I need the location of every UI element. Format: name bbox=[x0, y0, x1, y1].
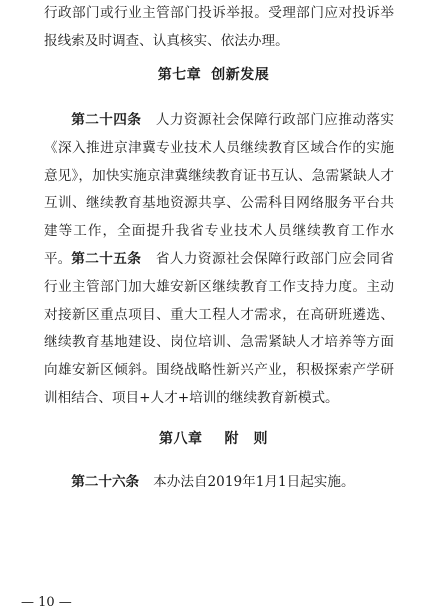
paragraph-continuation bbox=[44, 0, 394, 56]
article-24-text: 人力资源社会保障行政部门应推动落实《深入推进京津冀专业技术人员继续教育区域合作的实施意见》，加快实施京津冀继续教育证书互认、急需紧缺人才互训、继续教育基地资源共享、公需科目网络服务平台共建等工作，全面提升我省专业技术人员继续教育工作水平。 bbox=[44, 112, 395, 267]
article-26-label: 第二十六条 bbox=[71, 474, 140, 490]
chapter-7-title: 创新发展 bbox=[211, 67, 270, 83]
article-26 bbox=[44, 469, 394, 497]
article-25-text: 省人力资源社会保障行政部门应会同省行业主管部门加大雄安新区继续教育工作支持力度。主动对接新区重点项目、重大工程人才需求，在高研班遴选、继续教育基地建设、岗位培训、急需紧缺人才培养等方面向雄安新区倾斜。围绕战略性新兴产业，积极探索产学研训相结合、项目+人才+培训的继续教育新模式。 bbox=[44, 251, 395, 406]
article-25 bbox=[44, 246, 394, 413]
chapter-7-heading bbox=[0, 64, 427, 84]
paragraph-text: 行政部门或行业主管部门投诉举报。受理部门应对投诉举报线索及时调查、认真核实、依法办理。 bbox=[44, 5, 394, 49]
chapter-8-heading bbox=[0, 428, 427, 448]
chapter-8-number: 第八章 bbox=[159, 431, 203, 447]
article-24-label: 第二十四条 bbox=[71, 112, 142, 128]
chapter-8-title: 附 则 bbox=[224, 431, 268, 447]
chapter-7-number: 第七章 bbox=[157, 67, 202, 83]
page-number: — 10 — bbox=[21, 595, 72, 610]
article-26-text: 本办法自2019年1月1日起实施。 bbox=[153, 474, 355, 490]
article-25-label: 第二十五条 bbox=[71, 251, 142, 267]
